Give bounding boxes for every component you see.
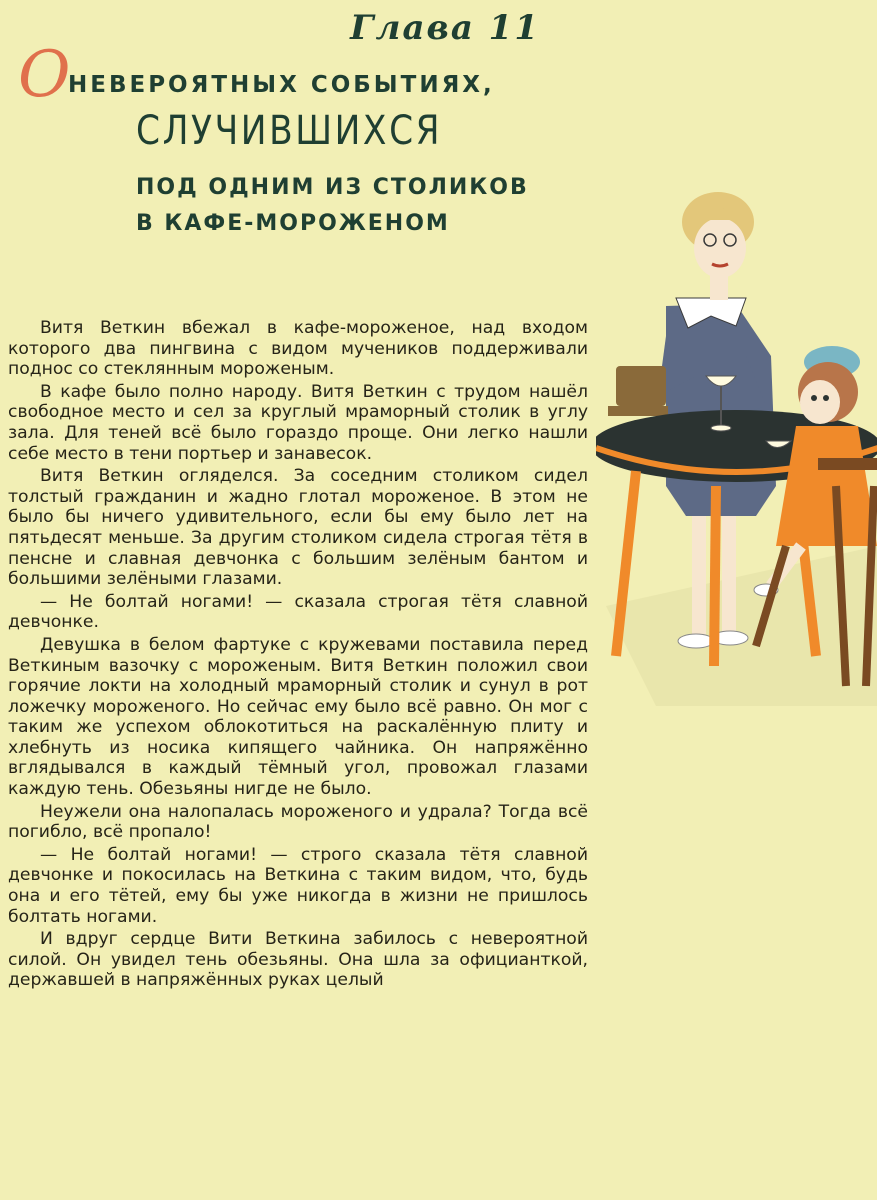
woman-face [694, 218, 746, 278]
paragraph: Витя Веткин огляделся. За соседним столиком сидел толстый гражданин и жадно глотал мороженое. В этом не было бы ничего удивительного, если бы ему было лет на пятьдесят меньше. За другим столиком сидела строгая тётя в пенсне и славная девчонка с большим зелёным бантом и большими зелёными глазами. [8, 466, 588, 590]
chapter-subtitle [136, 170, 536, 242]
table-leg [714, 486, 716, 666]
subtitle-line1: ПОД ОДНИМ ИЗ СТОЛИКОВ [136, 175, 529, 200]
cafe-illustration [596, 186, 877, 706]
paragraph: — Не болтай ногами! — строго сказала тётя славной девчонке и покосилась на Веткина с таким видом, что, будь она и его тётей, ему бы уже никогда в жизни не пришлось болтать ногами. [8, 844, 588, 927]
drop-cap-initial: О [18, 38, 71, 112]
paragraph: Девушка в белом фартуке с кружевами поставила перед Веткиным вазочку с мороженым. Витя Веткин положил свои горячие локти на холодный мраморный столик и сунул в рот ложечку мороженого. Но сейчас ему было всё равно. Он мог с таким же успехом облокотиться на раскалённую плиту и хлебнуть из носика кипящего чайника. Он напряжённо вглядывался в каждый тёмный угол, провожал глазами каждую тень. Обезьяны нигде не было. [8, 634, 588, 800]
title-text-1: НЕВЕРОЯТНЫХ СОБЫТИЯХ, [68, 72, 495, 98]
paragraph: И вдруг сердце Вити Веткина забилось с невероятной силой. Он увидел тень обезьяны. Она шла за официанткой, державшей в напряжённых руках целый [8, 929, 588, 991]
paragraph: В кафе было полно народу. Витя Веткин с трудом нашёл свободное место и сел за круглый мраморный столик в углу зала. Для теней всё было гораздо проще. Они легко нашли себе место в тени портьер и занавесок. [8, 381, 588, 464]
paragraph: Неужели она налопалась мороженого и удрала? Тогда всё погибло, всё пропало! [8, 801, 588, 843]
paragraph: Витя Веткин вбежал в кафе-мороженое, над входом которого два пингвина с видом мучеников поддерживали поднос со стеклянным мороженым. [8, 318, 588, 380]
girl-face [800, 380, 840, 424]
subtitle-line2: В КАФЕ-МОРОЖЕНОМ [136, 211, 450, 236]
paragraph: — Не болтай ногами! — сказала строгая тётя славной девчонке. [8, 591, 588, 633]
story-text [8, 318, 588, 993]
chapter-title-line2: СЛУЧИВШИХСЯ [136, 108, 443, 154]
chapter-heading: Глава 11 [350, 8, 540, 48]
chapter-title-line1 [18, 40, 518, 110]
